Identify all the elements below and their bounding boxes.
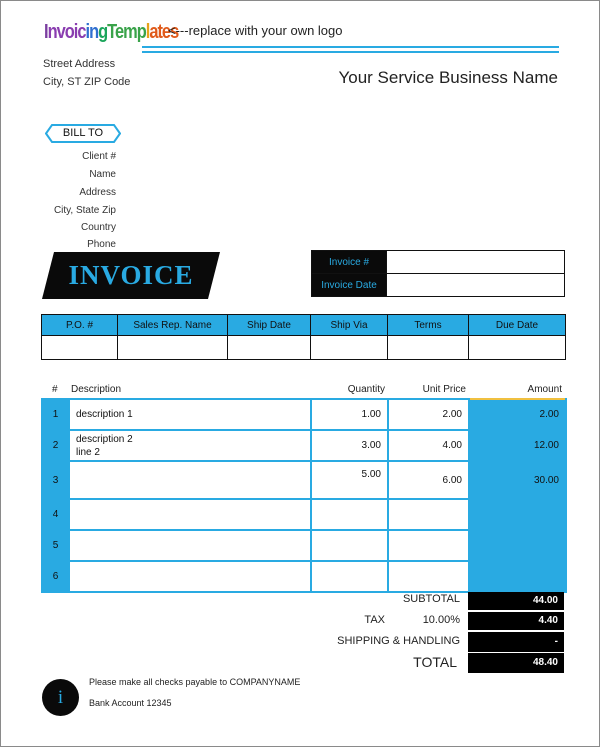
line-item-quantity[interactable]: [311, 530, 388, 561]
checks-payable-note: Please make all checks payable to COMPANYNAME: [89, 677, 301, 687]
business-name: Your Service Business Name: [338, 68, 558, 87]
ship-via-field[interactable]: [311, 336, 388, 360]
footer-cutoff-text: [181, 741, 426, 746]
line-item-number: 4: [42, 499, 69, 530]
total-label: TOTAL: [413, 654, 457, 670]
client-name-label: Name: [89, 169, 116, 180]
ship-date-field[interactable]: [228, 336, 311, 360]
po-number-header: P.O. #: [42, 315, 118, 336]
line-item-description[interactable]: [69, 561, 311, 592]
bill-to-tag: [45, 124, 121, 143]
line-item-description[interactable]: [69, 399, 311, 430]
client-number-label: Client #: [82, 151, 116, 162]
line-item-row: [42, 561, 566, 592]
due-date-field[interactable]: [469, 336, 566, 360]
line-item-row: [42, 399, 566, 430]
line-item-amount: 30.00: [469, 461, 566, 499]
line-item-row: [42, 530, 566, 561]
invoice-number-label: Invoice #: [312, 251, 387, 274]
line-item-quantity[interactable]: [311, 561, 388, 592]
logo-segment: I: [44, 21, 48, 43]
line-item-unit-price[interactable]: [388, 530, 469, 561]
line-item-row: [42, 499, 566, 530]
line-item-description-text: description 1: [76, 409, 133, 420]
po-number-field[interactable]: [42, 336, 118, 360]
ship-via-header: Ship Via: [311, 315, 388, 336]
client-phone-label: Phone: [87, 239, 116, 250]
line-item-description[interactable]: [69, 430, 311, 461]
company-street: Street Address: [43, 58, 116, 70]
line-item-description-text: description 2: [76, 433, 133, 445]
bank-account: Bank Account 12345: [89, 698, 172, 708]
invoice-meta-table: [311, 250, 565, 297]
line-item-amount: [469, 499, 566, 530]
line-item-unit-price[interactable]: 2.00: [388, 399, 469, 430]
line-item-quantity[interactable]: 5.00: [311, 461, 388, 499]
ship-date-header: Ship Date: [228, 315, 311, 336]
items-quantity-header: Quantity: [347, 384, 385, 395]
order-info-table: [41, 314, 566, 360]
logo-segment: l: [145, 21, 150, 43]
total-value: 48.40: [468, 653, 564, 673]
line-item-number: 3: [42, 461, 69, 499]
logo-replace-note: <---replace with your own logo: [168, 23, 343, 38]
items-amount-header: Amount: [527, 384, 562, 395]
line-item-number: 1: [42, 399, 69, 430]
shipping-label: SHIPPING & HANDLING: [337, 635, 460, 647]
bill-to-title: BILL TO: [62, 127, 104, 139]
tax-rate[interactable]: 10.00%: [422, 614, 460, 626]
line-item-number: 5: [42, 530, 69, 561]
line-item-description-line2: line 2: [76, 446, 100, 458]
subtotal-value: 44.00: [468, 592, 564, 610]
logo-segment: nvoic: [47, 21, 86, 43]
line-item-amount: 12.00: [469, 430, 566, 461]
line-item-amount: 2.00: [469, 399, 566, 430]
tax-value: 4.40: [468, 612, 564, 630]
sales-rep-header: Sales Rep. Name: [118, 315, 228, 336]
line-item-unit-price[interactable]: 4.00: [388, 430, 469, 461]
info-icon: i: [42, 679, 79, 716]
line-item-description[interactable]: [69, 461, 311, 499]
sales-rep-field[interactable]: [118, 336, 228, 360]
invoice-badge-text: INVOICE: [68, 260, 194, 290]
tax-label: TAX: [364, 614, 385, 626]
line-item-amount: [469, 561, 566, 592]
client-country-label: Country: [80, 222, 116, 233]
items-description-header: Description: [71, 384, 122, 395]
line-item-description[interactable]: [69, 499, 311, 530]
invoice-badge: [42, 252, 220, 299]
line-item-row: [42, 461, 566, 499]
terms-header: Terms: [388, 315, 469, 336]
line-items-table: [41, 398, 567, 593]
invoice-number-row: [312, 251, 565, 274]
invoice-date-field[interactable]: [387, 274, 565, 297]
logo-segment: Temp: [107, 21, 146, 43]
line-item-description[interactable]: [69, 530, 311, 561]
subtotal-label: SUBTOTAL: [402, 593, 460, 605]
line-item-unit-price[interactable]: [388, 499, 469, 530]
logo-segment: g: [98, 21, 108, 43]
invoice-date-row: [312, 274, 565, 297]
header-rule-bottom: [142, 51, 559, 53]
header-rule-top: [142, 46, 559, 48]
line-item-row: [42, 430, 566, 461]
order-info-value-row: [42, 336, 566, 360]
line-item-quantity[interactable]: 3.00: [311, 430, 388, 461]
company-logo: [44, 21, 178, 44]
invoice-date-label: Invoice Date: [312, 274, 387, 297]
terms-field[interactable]: [388, 336, 469, 360]
client-city-label: City, State Zip: [53, 205, 116, 216]
client-address-label: Address: [79, 187, 116, 198]
shipping-value[interactable]: -: [468, 632, 564, 652]
line-item-quantity[interactable]: [311, 499, 388, 530]
line-item-unit-price[interactable]: 6.00: [388, 461, 469, 499]
line-item-number: 2: [42, 430, 69, 461]
invoice-number-field[interactable]: [387, 251, 565, 274]
logo-segment: ates: [149, 21, 179, 43]
items-num-header: #: [52, 384, 58, 395]
due-date-header: Due Date: [469, 315, 566, 336]
company-city: City, ST ZIP Code: [43, 76, 131, 88]
line-item-unit-price[interactable]: [388, 561, 469, 592]
line-item-number: 6: [42, 561, 69, 592]
line-item-quantity[interactable]: 1.00: [311, 399, 388, 430]
line-item-amount: [469, 530, 566, 561]
logo-segment: in: [85, 21, 99, 43]
items-unit-price-header: Unit Price: [422, 384, 466, 395]
order-info-header-row: [42, 315, 566, 336]
